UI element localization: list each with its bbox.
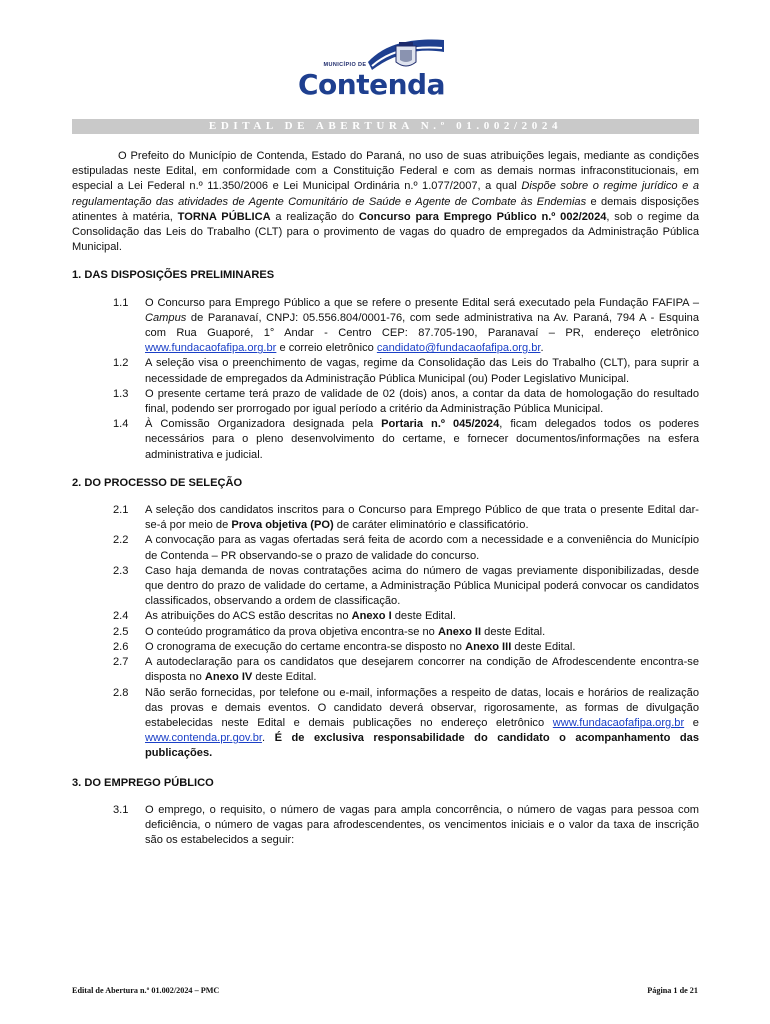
item-text: O conteúdo programático da prova objetiva encontra-se no Anexo II deste Edital. [145,625,546,638]
intro-paragraph [72,149,699,255]
section-1-items [72,296,699,463]
item-number: 1.4 [113,418,129,431]
intro-bold-torna-publica: TORNA PÚBLICA [177,210,271,223]
edital-title: EDITAL DE ABERTURA N.º 01.002/2024 [208,120,563,132]
list-item [72,356,699,386]
contenda-website-link[interactable]: www.contenda.pr.gov.br [145,732,262,745]
item-text: A seleção dos candidatos inscritos para o Concurso para Emprego Público de que trata o presente Edital dar-se-á por meio de Prova objetiva (PO) de caráter eliminatório e classificatório. [145,504,699,532]
list-item [72,609,699,624]
logo-small-label: MUNICÍPIO DE [323,62,367,68]
list-item [72,686,699,762]
footer-document-id: Edital de Abertura n.º 01.002/2024 – PMC [72,986,220,995]
item-number: 2.3 [113,564,129,577]
intro-text-1: O Prefeito do Município de Contenda, Estado do Paraná, no uso de suas atribuições legais, mediante as condições estipuladas neste Edital, em conformidade com a Constituição Federal e com as demais normas infraconstitucionais, em especial a Lei Federal n.º 11.350/2006 e Lei Municipal Ordinária n.º 1.077/2007, a qual [72,150,699,193]
fafipa-website-link[interactable]: www.fundacaofafipa.org.br [145,342,277,355]
section-3-heading: 3. DO EMPREGO PÚBLICO [72,776,214,789]
item-number: 2.8 [113,686,129,699]
item-text: O Concurso para Emprego Público a que se refere o presente Edital será executado pela Fundação FAFIPA – Campus de Paranavaí, CNPJ: 05.556.804/0001-76, com sede administrativa na Av. Paraná, 794 A - Esquina com Rua Guaporé, 1° Andar - Centro CEP: 87.705-190, Paranavaí – PR, endereço eletrônico www.fundacaofafipa.org.br e correio eletrônico candidato@fundacaofafipa.org.br. [145,296,699,355]
section-2-heading: 2. DO PROCESSO DE SELEÇÃO [72,476,243,489]
item-number: 2.6 [113,640,129,653]
section-1-heading: 1. DAS DISPOSIÇÕES PRELIMINARES [72,269,275,282]
document-body [72,149,699,848]
item-text: Não serão fornecidas, por telefone ou e-mail, informações a respeito de datas, locais e horários de realização das provas e demais eventos. O candidato deverá observar, rigorosamente, as formas de divulgação estabelecidas neste Edital e demais publicações no endereço eletrônico www.fundacaofafipa.org.br e www.contenda.pr.gov.br. É de exclusiva responsabilidade do candidato o acompanhamento das publicações. [145,686,699,760]
intro-italic-law: Dispõe sobre o regime jurídico e a regulamentação das atividades de Agente Comunitário de Saúde e Agente de Combate às Endemias [72,180,699,208]
list-item [72,803,699,849]
logo-municipality-name: Contenda [298,68,445,101]
intro-bold-concurso: Concurso para Emprego Público n.º 002/2024 [358,210,607,223]
item-text: As atribuições do ACS estão descritas no Anexo I deste Edital. [145,610,456,623]
list-item [72,564,699,610]
list-item [72,503,699,533]
intro-text-3: a realização do [270,210,359,223]
item-number: 1.3 [113,387,129,400]
item-number: 2.1 [113,504,129,517]
list-item [72,417,699,463]
item-text: O cronograma de execução do certame encontra-se disposto no Anexo III deste Edital. [145,640,576,653]
section-2-items [72,503,699,761]
list-item [72,296,699,357]
list-item [72,533,699,563]
item-text: O presente certame terá prazo de validade de 02 (dois) anos, a contar da data de homologação do resultado final, podendo ser prorrogado por igual período a critério da Administração Pública Municipal. [145,387,699,416]
list-item [72,625,699,640]
list-item [72,640,699,655]
item-number: 2.2 [113,534,129,547]
candidate-email-link[interactable]: candidato@fundacaofafipa.org.br [376,342,541,355]
list-item [72,655,699,685]
municipality-logo [296,36,472,106]
intro-text-2: e demais disposições atinentes à matéria, [72,195,699,223]
item-text: A autodeclaração para os candidatos que desejarem concorrer na condição de Afrodescendente encontra-se disposta no Anexo IV deste Edital. [145,656,699,684]
list-item [72,387,699,417]
item-text: A convocação para as vagas ofertadas será feita de acordo com a necessidade e a conveniência do Município de Contenda – PR observando-se o prazo de validade do concurso. [145,534,699,562]
fafipa-website-link[interactable]: www.fundacaofafipa.org.br [552,716,685,729]
item-number: 1.1 [113,296,129,309]
section-3-items [72,803,699,849]
item-number: 3.1 [113,803,129,816]
item-text: Caso haja demanda de novas contratações acima do número de vagas previamente disponibilizadas, desde que dentro do prazo de validade do certame, a Administração Pública Municipal poderá convocar os candidatos classificados, observando a ordem de classificação. [145,564,699,608]
item-number: 2.4 [113,610,129,623]
intro-text-4: , sob o regime da Consolidação das Leis do Trabalho (CLT) para o provimento de vagas do quadro de empregados da Administração Pública Municipal. [72,210,700,254]
item-text: À Comissão Organizadora designada pela Portaria n.º 045/2024, ficam delegados todos os poderes necessários para o pleno desenvolvimento do certame, e fornecer documentos/informações na esfera administrativa e judicial. [145,418,699,461]
footer-page-number: Página 1 de 21 [647,986,698,995]
item-number: 2.5 [113,625,129,638]
item-text: A seleção visa o preenchimento de vagas, regime da Consolidação das Leis do Trabalho (CLT), para suprir a necessidade de empregados da Administração Pública Municipal (ou) Poder Legislativo Municipal. [145,357,699,385]
item-number: 2.7 [113,656,129,669]
item-text: O emprego, o requisito, o número de vagas para ampla concorrência, o número de vagas para pessoa com deficiência, o número de vagas para afrodescendentes, os vencimentos iniciais e o valor da taxa de inscrição são os estabelecidos a seguir: [145,803,699,847]
item-number: 1.2 [113,357,129,370]
edital-title-bar [72,119,699,134]
